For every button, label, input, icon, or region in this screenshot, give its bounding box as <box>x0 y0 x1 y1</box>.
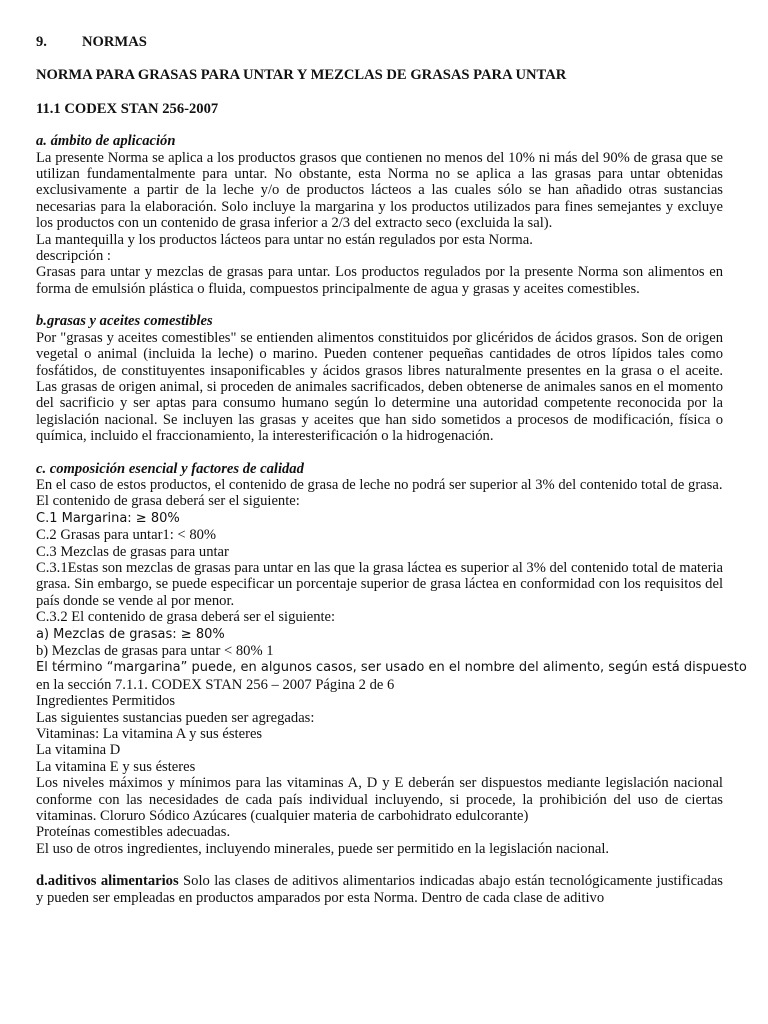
section-c-paragraph-1: En el caso de estos productos, el contenido de grasa de leche no podrá ser superior al 3% del contenido total de grasa. <box>36 476 723 493</box>
c32-line: C.3.2 El contenido de grasa deberá ser el siguiente: <box>36 609 336 626</box>
section-a-paragraph-3: Grasas para untar y mezclas de grasas para untar. Los productos regulados por la presente Norma son alimentos en forma de emulsión plástica o fluida, compuestos principalmente de agua y grasas y aceites comestibles. <box>36 264 723 297</box>
document-title: NORMA PARA GRASAS PARA UNTAR Y MEZCLAS DE GRASAS PARA UNTAR <box>36 67 567 84</box>
c1-margarina: C.1 Margarina: ≥ 80% <box>36 510 180 526</box>
c3-mezclas: C.3 Mezclas de grasas para untar <box>36 543 229 560</box>
vitamin-levels-paragraph: Los niveles máximos y mínimos para las vitaminas A, D y E deberán ser dispuestos mediante legislación nacional conforme con las necesidades de cada país individual incluyendo, si procede, la prohibición del uso de ciertas vitaminas. Cloruro Sódico Azúcares (cualquier materia de carbohidrato edulcorante) <box>36 775 723 825</box>
section-a-paragraph-2: La mantequilla y los productos lácteos para untar no están regulados por esta Norma. <box>36 231 533 248</box>
c2-grasas-para-untar: C.2 Grasas para untar1: < 80% <box>36 527 217 544</box>
ingredients-title: Ingredientes Permitidos <box>36 693 176 710</box>
vitamin-line-3: La vitamina E y sus ésteres <box>36 758 196 775</box>
section-d-paragraph <box>36 873 723 906</box>
codex-reference: 11.1 CODEX STAN 256-2007 <box>36 100 219 117</box>
description-label: descripción : <box>36 248 111 265</box>
section-b-paragraph: Por "grasas y aceites comestibles" se entienden alimentos constituidos por glicéridos de ácidos grasos. Son de origen vegetal o animal (incluida la leche) o marino. Pueden contener pequeñas cantidades de otros lípidos tales como fosfátidos, de constituyentes insaponificables y ácidos grasos libres naturalmente presentes en la grasa o el aceite. Las grasas de origen animal, si proceden de animales sacrificados, deben obtenerse de animales sanos en el momento del sacrificio y ser aptas para consumo humano según lo determine una autoridad competente reconocida por la legislación nacional. Se incluyen las grasas y aceites que han sido sometidos a procesos de modificación, física o química, incluido el fraccionamiento, la interesterificación o la hidrogenación. <box>36 329 723 445</box>
section-a-title: a. ámbito de aplicación <box>36 133 176 150</box>
section-a-paragraph-1: La presente Norma se aplica a los productos grasos que contienen no menos del 10% ni más del 90% de grasa que se utilizan fundamentalmente para untar. No obstante, esta Norma no se aplica a las grasas para untar obtenidas exclusivamente a partir de la leche y/o de productos lácteos a las cuales sólo se han añadido otras sustancias necesarias para la elaboración. Solo incluye la margarina y los productos utilizados para fines semejantes y excluye los productos con un contenido de grasa inferior a 2/3 del extracto seco (excluida la sal). <box>36 149 723 232</box>
proteins-line: Proteínas comestibles adecuadas. <box>36 824 231 841</box>
c31-paragraph: C.3.1Estas son mezclas de grasas para untar en las que la grasa láctea es superior al 3% del contenido total de materia grasa. Sin embargo, se puede especificar un porcentaje superior de grasa láctea en conformidad con los requisitos del país donde se vende al por menor. <box>36 559 723 609</box>
item-b-mezclas: b) Mezclas de grasas para untar < 80% 1 <box>36 643 274 659</box>
heading-title: NORMAS <box>82 34 147 50</box>
margarina-term-line: El término “margarina” puede, en algunos casos, ser usado en el nombre del alimento, según está dispuesto <box>36 660 747 676</box>
heading-number: 9. <box>36 34 47 50</box>
section-c-title: c. composición esencial y factores de calidad <box>36 460 304 477</box>
document-page <box>36 34 747 906</box>
ingredients-line: Las siguientes sustancias pueden ser agregadas: <box>36 709 315 726</box>
section-reference-line: en la sección 7.1.1. CODEX STAN 256 – 2007 Página 2 de 6 <box>36 676 395 693</box>
section-d-text: Solo las clases de aditivos alimentarios indicadas abajo están tecnológicamente justificadas y pueden ser empleadas en productos amparados por esta Norma. Dentro de cada clase de aditivo <box>36 873 723 906</box>
section-heading <box>36 34 723 50</box>
item-a-mezclas: a) Mezclas de grasas: ≥ 80% <box>36 626 225 642</box>
vitamin-line-1: Vitaminas: La vitamina A y sus ésteres <box>36 726 263 743</box>
other-ingredients-line: El uso de otros ingredientes, incluyendo minerales, puede ser permitido en la legislación nacional. <box>36 840 610 857</box>
vitamin-line-2: La vitamina D <box>36 742 121 759</box>
section-b-title: b.grasas y aceites comestibles <box>36 313 213 330</box>
fat-content-line: El contenido de grasa deberá ser el siguiente: <box>36 493 300 510</box>
section-d-title: d.aditivos alimentarios <box>36 873 179 890</box>
